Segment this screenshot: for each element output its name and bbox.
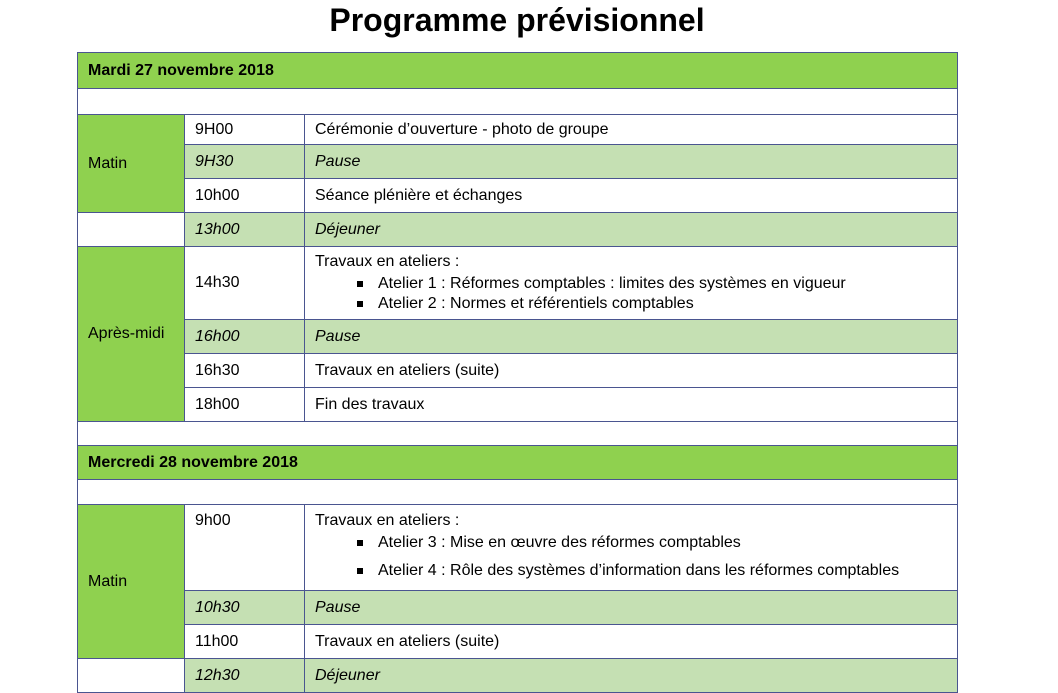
table-row <box>78 388 958 422</box>
time-cell: 9h00 <box>185 505 305 591</box>
table-row <box>78 354 958 388</box>
time-cell: 18h00 <box>185 388 305 422</box>
activity-cell: Déjeuner <box>305 659 958 693</box>
table-row <box>78 115 958 145</box>
activity-cell: Séance plénière et échanges <box>305 179 958 213</box>
activity-cell: Travaux en ateliers (suite) <box>305 625 958 659</box>
list-item: Atelier 2 : Normes et référentiels comptables <box>357 294 947 314</box>
time-cell: 16h00 <box>185 320 305 354</box>
ateliers-list <box>315 274 947 314</box>
page-title: Programme prévisionnel <box>329 2 705 38</box>
time-cell: 9H30 <box>185 145 305 179</box>
table-row <box>78 179 958 213</box>
list-item: Atelier 3 : Mise en œuvre des réformes comptables <box>357 533 947 553</box>
period-label: Après-midi <box>78 247 185 422</box>
day-header-row <box>78 446 958 480</box>
time-cell: 9H00 <box>185 115 305 145</box>
time-cell: 16h30 <box>185 354 305 388</box>
time-cell: 11h00 <box>185 625 305 659</box>
table-row <box>78 625 958 659</box>
activity-cell <box>305 505 958 591</box>
table-row <box>78 505 958 591</box>
table-row <box>78 145 958 179</box>
activity-cell: Déjeuner <box>305 213 958 247</box>
activity-text: Travaux en ateliers : <box>315 512 460 529</box>
table-row <box>78 213 958 247</box>
activity-cell: Fin des travaux <box>305 388 958 422</box>
ateliers-list <box>315 533 947 581</box>
time-cell: 10h00 <box>185 179 305 213</box>
day-header: Mardi 27 novembre 2018 <box>78 53 958 89</box>
spacer-row <box>78 89 958 115</box>
table-row <box>78 659 958 693</box>
time-cell: 12h30 <box>185 659 305 693</box>
period-label: Matin <box>78 115 185 213</box>
spacer-row <box>78 480 958 505</box>
table-row <box>78 320 958 354</box>
list-item: Atelier 4 : Rôle des systèmes d’information dans les réformes comptables <box>357 561 947 581</box>
table-row <box>78 247 958 320</box>
period-label: Matin <box>78 505 185 659</box>
spacer-row <box>78 422 958 446</box>
day-header: Mercredi 28 novembre 2018 <box>78 446 958 480</box>
schedule-table <box>77 52 958 693</box>
list-item: Atelier 1 : Réformes comptables : limites des systèmes en vigueur <box>357 274 947 294</box>
activity-cell <box>305 247 958 320</box>
table-row <box>78 591 958 625</box>
time-cell: 14h30 <box>185 247 305 320</box>
time-cell: 13h00 <box>185 213 305 247</box>
activity-cell: Travaux en ateliers (suite) <box>305 354 958 388</box>
activity-cell: Pause <box>305 320 958 354</box>
time-cell: 10h30 <box>185 591 305 625</box>
activity-cell: Pause <box>305 591 958 625</box>
activity-cell: Pause <box>305 145 958 179</box>
activity-cell: Cérémonie d’ouverture - photo de groupe <box>305 115 958 145</box>
day-header-row <box>78 53 958 89</box>
activity-text: Travaux en ateliers : <box>315 253 460 270</box>
